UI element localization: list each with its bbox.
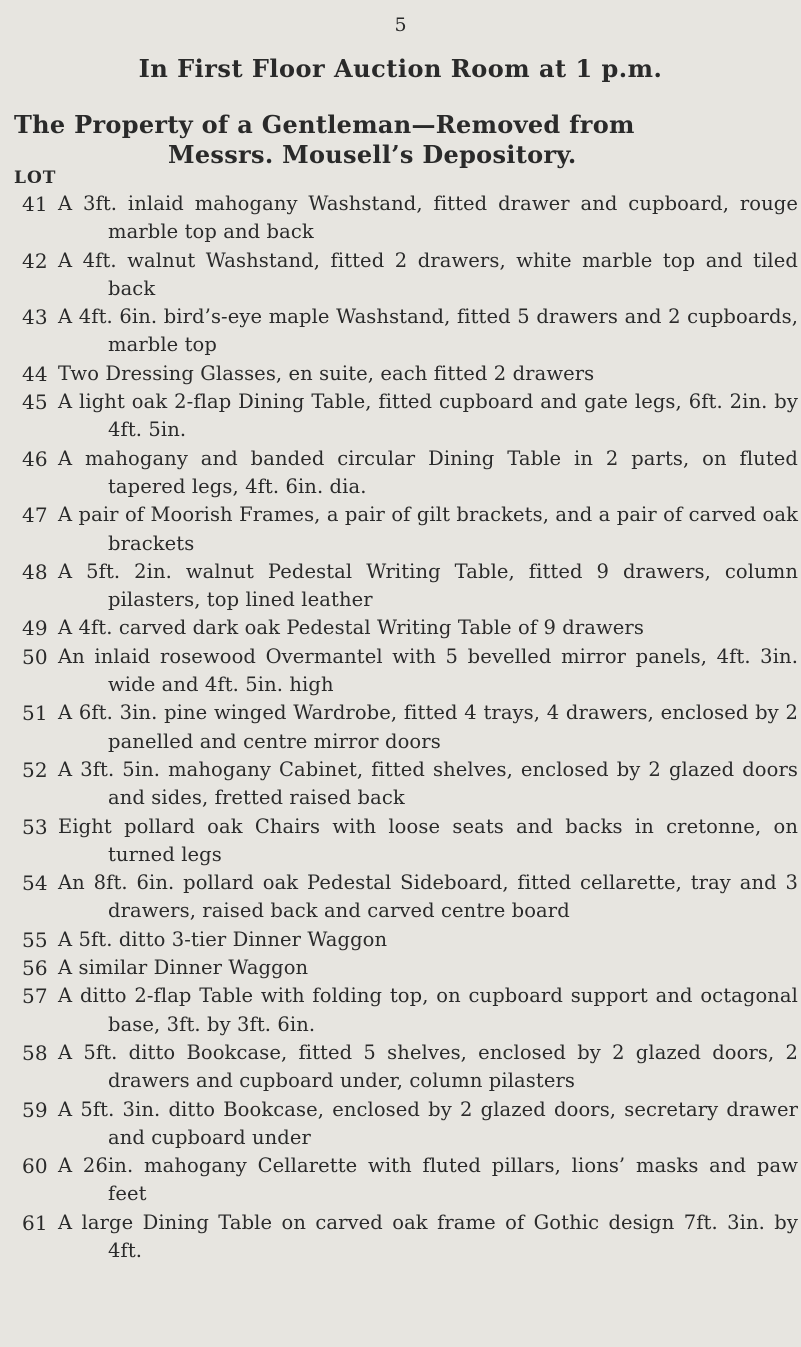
lot-number: 47: [22, 503, 48, 528]
lot-list: [22, 190, 798, 1265]
lot-description: A mahogany and banded circular Dining Table in 2 parts, on fluted tapered legs, 4ft. 6in. dia.: [58, 446, 798, 498]
lot-description: Two Dressing Glasses, en suite, each fitted 2 drawers: [58, 361, 595, 385]
lot-number: 57: [22, 984, 48, 1009]
lot-entry: [22, 982, 798, 1039]
lot-number: 41: [22, 192, 48, 216]
lot-entry: [22, 869, 798, 926]
lot-number: 44: [22, 361, 48, 386]
lot-description: A 3ft. inlaid mahogany Washstand, fitted drawer and cupboard, rouge marble top and back: [58, 192, 798, 244]
lot-description: A 5ft. ditto Bookcase, fitted 5 shelves, enclosed by 2 glazed doors, 2 drawers and cupboard under, column pilasters: [58, 1040, 798, 1093]
sale-heading: [14, 110, 801, 170]
lot-entry: [22, 1039, 798, 1096]
lot-entry: [22, 756, 798, 813]
lot-description: A 3ft. 5in. mahogany Cabinet, fitted shelves, enclosed by 2 glazed doors and sides, fretted raised back: [58, 757, 798, 810]
lot-number: 60: [22, 1154, 48, 1179]
lot-entry: [22, 445, 798, 502]
lot-entry: [22, 643, 798, 700]
lot-number: 49: [22, 616, 48, 641]
lot-number: 61: [22, 1210, 48, 1235]
lot-entry: [22, 360, 798, 388]
lot-number: 52: [22, 757, 48, 782]
lot-description: A light oak 2-flap Dining Table, fitted cupboard and gate legs, 6ft. 2in. by 4ft. 5in.: [58, 390, 798, 442]
lot-entry: [22, 614, 798, 642]
lot-number: 45: [22, 390, 48, 415]
lot-entry: [22, 1209, 798, 1266]
lot-description: An inlaid rosewood Overmantel with 5 bevelled mirror panels, 4ft. 3in. wide and 4ft. 5in. high: [58, 644, 798, 697]
lot-entry: [22, 1152, 798, 1209]
sale-heading-line-1: The Property of a Gentleman—Removed from: [14, 110, 635, 139]
page-number: 5: [394, 14, 407, 36]
lot-description: A ditto 2-flap Table with folding top, on cupboard support and octagonal base, 3ft. by 3ft. 6in.: [58, 984, 798, 1036]
lot-description: A 6ft. 3in. pine winged Wardrobe, fitted 4 trays, 4 drawers, enclosed by 2 panelled and centre mirror doors: [58, 701, 798, 753]
lot-entry: [22, 303, 798, 360]
lot-description: A 26in. mahogany Cellarette with fluted pillars, lions’ masks and paw feet: [58, 1154, 798, 1206]
lot-number: 46: [22, 446, 48, 471]
lot-entry: [22, 699, 798, 756]
lot-description: A 5ft. ditto 3-tier Dinner Waggon: [58, 927, 388, 951]
lot-description: A pair of Moorish Frames, a pair of gilt brackets, and a pair of carved oak brackets: [58, 503, 798, 555]
lot-entry: [22, 388, 798, 445]
lot-description: An 8ft. 6in. pollard oak Pedestal Sideboard, fitted cellarette, tray and 3 drawers, raised back and carved centre board: [58, 871, 798, 923]
lot-entry: [22, 190, 798, 247]
lot-entry: [22, 501, 798, 558]
lot-number: 43: [22, 305, 48, 330]
lot-entry: [22, 813, 798, 870]
lot-number: 50: [22, 644, 48, 669]
lot-number: 54: [22, 871, 48, 896]
lot-description: A similar Dinner Waggon: [58, 956, 309, 980]
lot-entry: [22, 247, 798, 304]
lot-entry: [22, 954, 798, 982]
lot-entry: [22, 1096, 798, 1153]
lot-number: 58: [22, 1040, 48, 1065]
lot-number: 53: [22, 814, 48, 839]
lot-description: A 5ft. 3in. ditto Bookcase, enclosed by 2 glazed doors, secretary drawer and cupboard under: [58, 1097, 798, 1149]
lot-description: A 5ft. 2in. walnut Pedestal Writing Table, fitted 9 drawers, column pilasters, top lined leather: [58, 559, 798, 612]
lot-number: 59: [22, 1097, 48, 1122]
lot-number: 48: [22, 559, 48, 584]
lot-description: A 4ft. walnut Washstand, fitted 2 drawers, white marble top and tiled back: [58, 248, 798, 300]
lot-description: Eight pollard oak Chairs with loose seats and backs in cretonne, on turned legs: [58, 814, 798, 866]
lot-description: A large Dining Table on carved oak frame of Gothic design 7ft. 3in. by 4ft.: [58, 1210, 798, 1262]
lot-description: A 4ft. 6in. bird’s-eye maple Washstand, fitted 5 drawers and 2 cupboards, marble top: [58, 305, 798, 357]
lot-number: 56: [22, 956, 48, 981]
lot-entry: [22, 558, 798, 615]
lot-number: 42: [22, 248, 48, 273]
room-heading: In First Floor Auction Room at 1 p.m.: [138, 54, 663, 83]
lot-description: A 4ft. carved dark oak Pedestal Writing Table of 9 drawers: [58, 616, 644, 640]
lot-column-label: LOT: [14, 168, 57, 188]
sale-heading-line-2: Messrs. Mousell’s Depository.: [168, 140, 577, 169]
lot-number: 55: [22, 927, 48, 952]
lot-number: 51: [22, 701, 48, 726]
lot-entry: [22, 926, 798, 954]
